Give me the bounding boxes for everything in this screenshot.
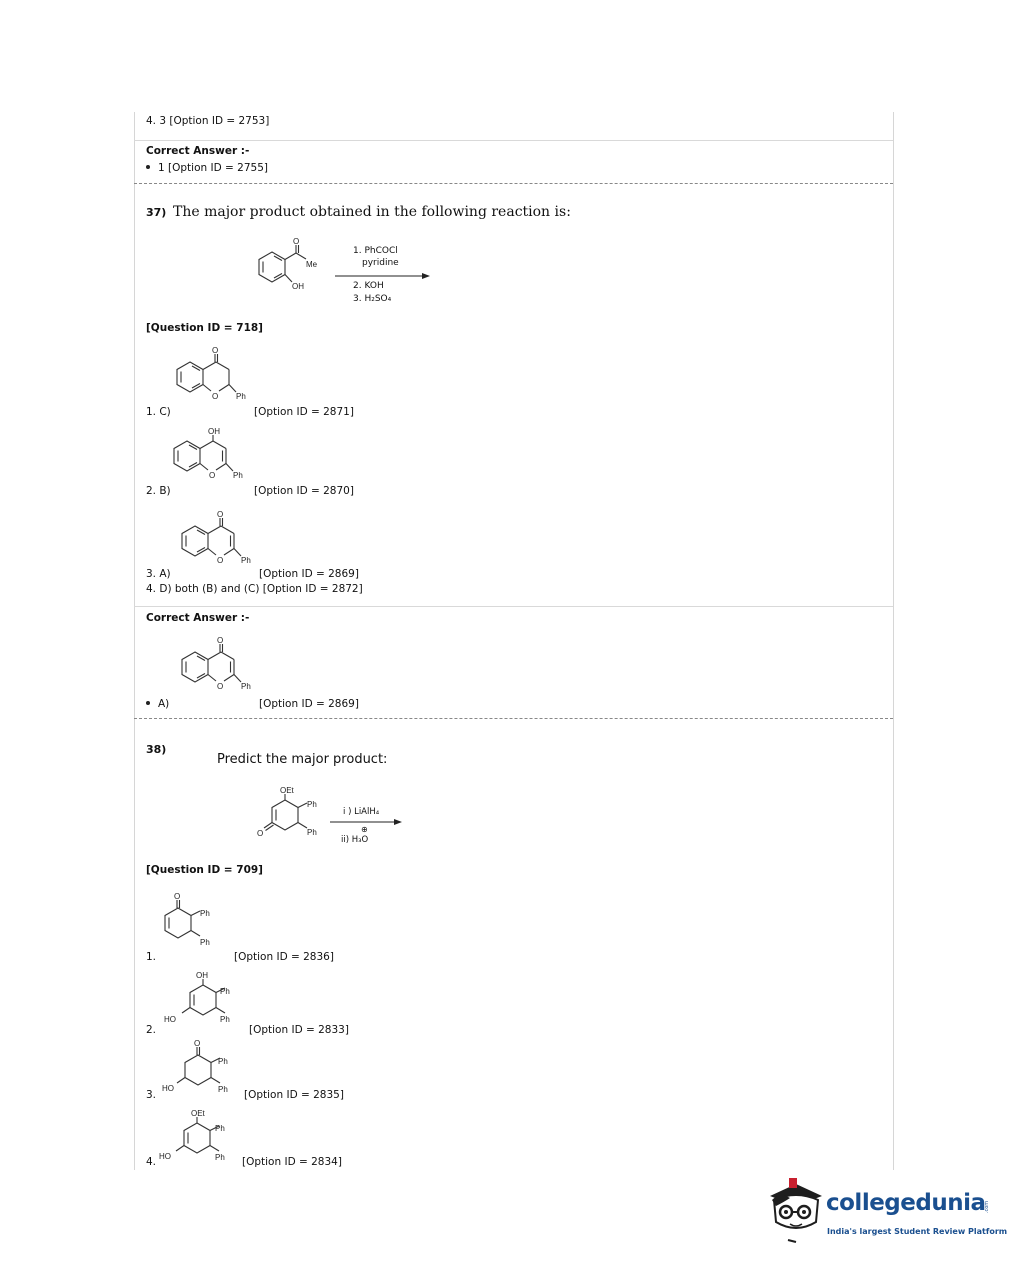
brand-tagline: India's largest Student Review Platform — [827, 1227, 1008, 1236]
oxo-label: O — [293, 237, 300, 246]
svg-text:O: O — [174, 892, 181, 901]
svg-text:O: O — [217, 682, 224, 691]
option-4-label: 4. D) both (B) and (C) [Option ID = 2872] — [146, 583, 363, 595]
option-3-id: [Option ID = 2869] — [259, 568, 359, 580]
collegedunia-logo — [766, 1176, 1008, 1246]
q36-option-4: 4. 3 [Option ID = 2753] — [146, 115, 270, 127]
correct-answer-label: Correct Answer :- — [146, 145, 250, 157]
svg-text:O: O — [212, 392, 219, 401]
svg-text:O: O — [217, 556, 224, 565]
option-3-id: [Option ID = 2835] — [244, 1089, 344, 1101]
option-1-structure — [160, 893, 230, 953]
svg-text:O: O — [212, 346, 219, 355]
question-divider — [134, 718, 893, 719]
option-2-id: [Option ID = 2870] — [254, 485, 354, 497]
option-3-structure — [160, 1040, 235, 1100]
svg-text:Ph: Ph — [236, 392, 246, 401]
svg-text:Ph: Ph — [200, 909, 210, 918]
correct-answer-value: 1 [Option ID = 2755] — [146, 163, 268, 174]
svg-text:Ph: Ph — [200, 938, 210, 947]
reactant-structure — [255, 238, 335, 298]
svg-text:Ph: Ph — [215, 1153, 225, 1162]
question-number: 38) — [146, 743, 167, 756]
divider — [134, 606, 893, 607]
correct-answer-letter: A) — [146, 699, 169, 710]
svg-text:Ph: Ph — [233, 471, 243, 480]
option-4-label: 4. — [146, 1156, 157, 1168]
option-3-label: 3. — [146, 1089, 157, 1101]
svg-text:HO: HO — [162, 1084, 174, 1093]
option-2-structure — [172, 427, 257, 485]
svg-text:Ph: Ph — [307, 828, 317, 837]
option-2-structure — [163, 970, 238, 1030]
question-text: Predict the major product: — [217, 752, 388, 767]
option-2-id: [Option ID = 2833] — [249, 1024, 349, 1036]
reagent-pyridine: pyridine — [362, 258, 399, 268]
reactant-structure — [255, 785, 330, 845]
option-1-label: 1. C) — [146, 406, 171, 418]
question-id: [Question ID = 709] — [146, 864, 263, 876]
question-text: The major product obtained in the following reaction is: — [173, 204, 571, 220]
svg-text:OH: OH — [208, 427, 220, 436]
option-2-label: 2. — [146, 1024, 157, 1036]
reagent-1: i ) LiAlH₄ — [343, 807, 380, 817]
option-4-id: [Option ID = 2834] — [242, 1156, 342, 1168]
oh-label: OH — [292, 282, 304, 291]
svg-text:Ph: Ph — [220, 987, 230, 996]
svg-text:Ph: Ph — [218, 1057, 228, 1066]
svg-text:Ph: Ph — [307, 800, 317, 809]
option-1-structure — [175, 348, 260, 406]
divider — [134, 140, 893, 141]
option-1-id: [Option ID = 2871] — [254, 406, 354, 418]
brand-domain: .com — [984, 1200, 991, 1214]
svg-text:OEt: OEt — [191, 1109, 205, 1118]
svg-text:O: O — [194, 1039, 201, 1048]
option-1-label: 1. — [146, 951, 157, 963]
svg-text:O: O — [217, 510, 224, 519]
svg-text:HO: HO — [159, 1152, 171, 1161]
option-2-label: 2. B) — [146, 485, 171, 497]
reagent-1: 1. PhCOCl — [353, 246, 398, 256]
option-3-label: 3. A) — [146, 568, 171, 580]
student-mascot-icon — [766, 1176, 826, 1246]
correct-answer-id: [Option ID = 2869] — [259, 698, 359, 710]
question-divider — [134, 183, 893, 184]
reaction-arrow — [335, 271, 430, 281]
correct-answer-structure — [180, 636, 265, 696]
reagent-3: 3. H₂SO₄ — [353, 294, 392, 304]
me-label: Me — [306, 260, 318, 269]
positive-charge-icon: ⊕ — [361, 825, 368, 834]
svg-text:O: O — [209, 471, 216, 480]
svg-text:Ph: Ph — [218, 1085, 228, 1094]
question-id: [Question ID = 718] — [146, 322, 263, 334]
reagent-2: ii) H₃O — [341, 835, 369, 845]
option-3-structure — [180, 512, 265, 570]
svg-text:Ph: Ph — [220, 1015, 230, 1024]
svg-text:Ph: Ph — [241, 682, 251, 691]
option-4-structure — [157, 1108, 232, 1168]
svg-text:Ph: Ph — [215, 1124, 225, 1133]
svg-text:OH: OH — [196, 971, 208, 980]
correct-answer-label: Correct Answer :- — [146, 612, 250, 624]
reagent-2: 2. KOH — [353, 281, 384, 291]
option-1-id: [Option ID = 2836] — [234, 951, 334, 963]
svg-text:Ph: Ph — [241, 556, 251, 565]
question-number: 37) — [146, 206, 167, 219]
svg-text:O: O — [217, 636, 224, 645]
svg-text:O: O — [257, 829, 264, 838]
svg-text:HO: HO — [164, 1015, 176, 1024]
brand-name: collegedunia — [826, 1190, 986, 1216]
svg-text:OEt: OEt — [280, 786, 294, 795]
